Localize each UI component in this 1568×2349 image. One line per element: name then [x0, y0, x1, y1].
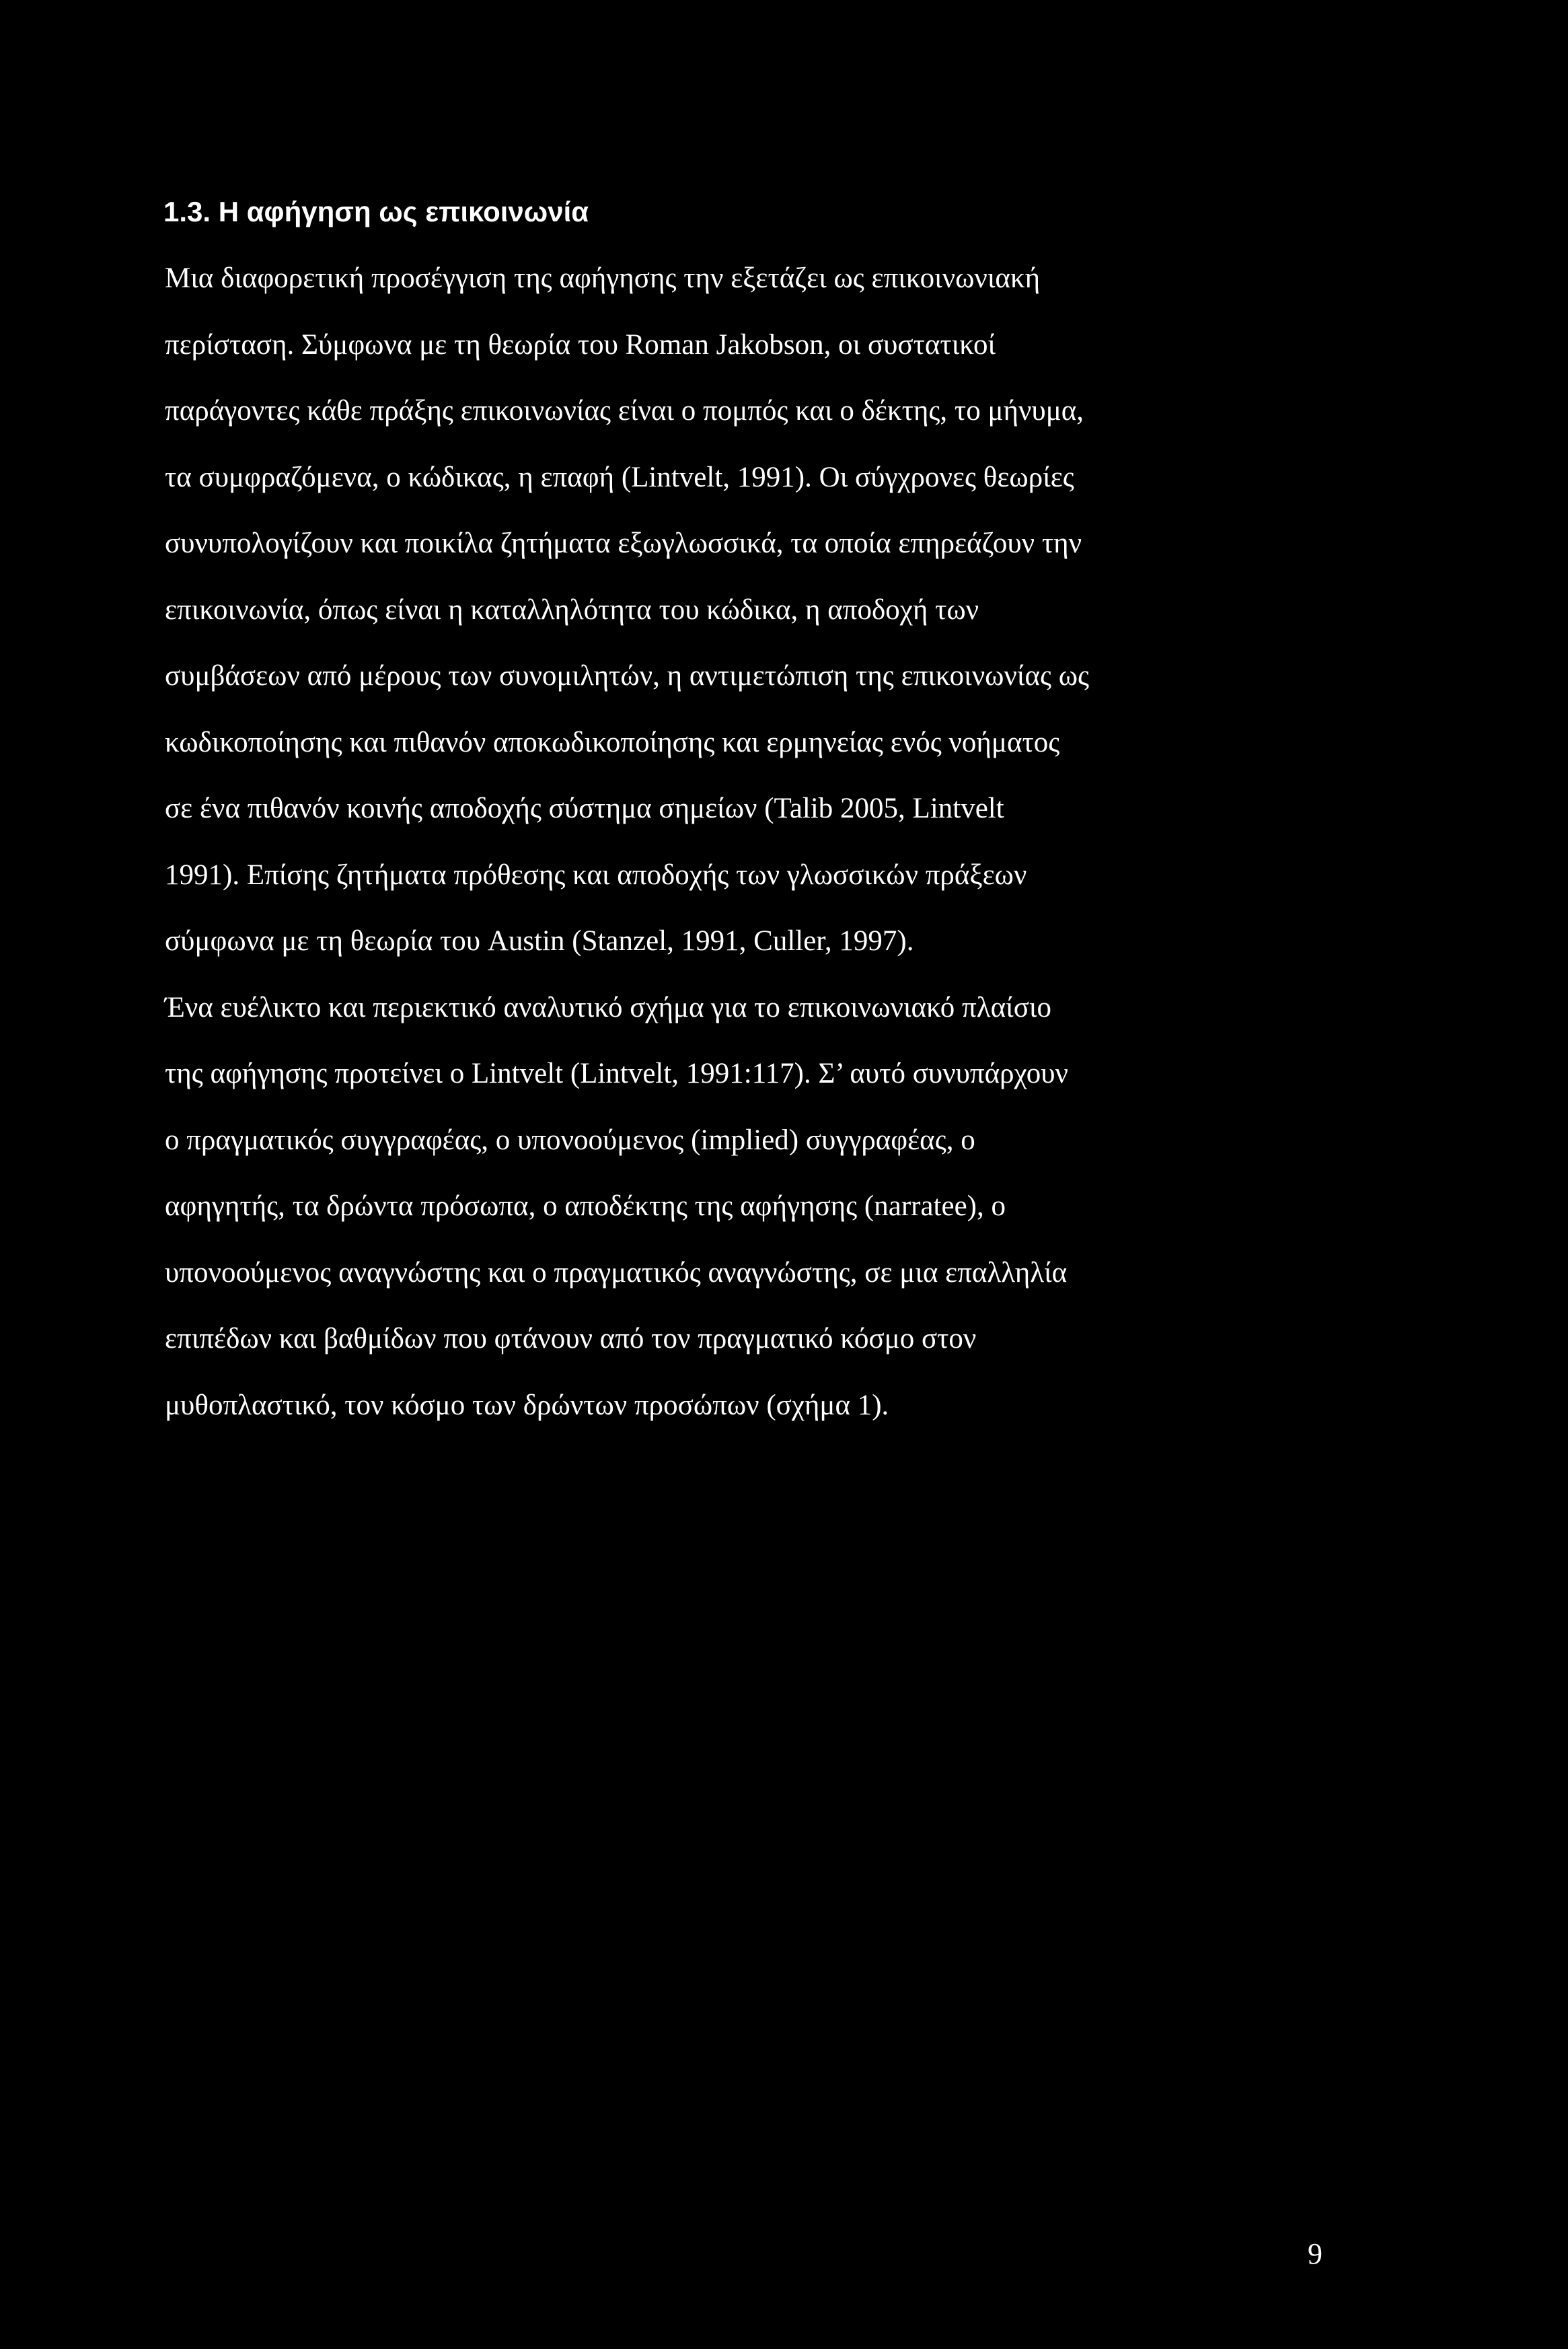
text-line: τα συμφραζόμενα, ο κώδικας, η επαφή (Lintvelt, 1991). Οι σύγχρονες θεωρίες: [165, 461, 1074, 493]
text-line: αφηγητής, τα δρώντα πρόσωπα, ο αποδέκτης της αφήγησης (narratee), ο: [165, 1190, 1006, 1222]
text-line: υπονοούμενος αναγνώστης και ο πραγματικός αναγνώστης, σε μια επαλληλία: [165, 1256, 1068, 1289]
text-line: της αφήγησης προτείνει ο Lintvelt (Lintvelt, 1991:117). Σ’ αυτό συνυπάρχουν: [165, 1058, 1068, 1089]
text-line: σύμφωνα με τη θεωρία του Austin (Stanzel, 1991, Culler, 1997).: [165, 925, 914, 957]
text-line: συνυπολογίζουν και ποικίλα ζητήματα εξωγλωσσικά, τα οποία επηρεάζουν την: [165, 528, 1082, 559]
text-line: Μια διαφορετική προσέγγιση της αφήγησης την εξετάζει ως επικοινωνιακή: [165, 262, 1041, 294]
text-line: παράγοντες κάθε πράξης επικοινωνίας είναι ο πομπός και ο δέκτης, το μήνυμα,: [165, 395, 1084, 427]
text-line: επιπέδων και βαθμίδων που φτάνουν από τον πραγματικό κόσμο στον: [165, 1323, 977, 1354]
section-heading: 1.3. Η αφήγηση ως επικοινωνία: [163, 196, 589, 227]
text-line: επικοινωνία, όπως είναι η καταλληλότητα του κώδικα, η αποδοχή των: [165, 593, 979, 626]
page-number: 9: [1308, 2237, 1322, 2270]
text-line: κωδικοποίησης και πιθανόν αποκωδικοποίησης και ερμηνείας ενός νοήματος: [165, 726, 1060, 758]
text-line: 1991). Επίσης ζητήματα πρόθεσης και αποδοχής των γλωσσικών πράξεων: [165, 859, 1027, 891]
text-line: περίσταση. Σύμφωνα με τη θεωρία του Roman Jakobson, οι συστατικοί: [165, 328, 996, 361]
text-line: συμβάσεων από μέρους των συνομιλητών, η αντιμετώπιση της επικοινωνίας ως: [165, 660, 1090, 692]
text-line: μυθοπλαστικό, τον κόσμο των δρώντων προσώπων (σχήμα 1).: [165, 1389, 889, 1421]
text-line: Ένα ευέλικτο και περιεκτικό αναλυτικό σχήμα για το επικοινωνιακό πλαίσιο: [165, 991, 1051, 1023]
body-text: [165, 258, 1376, 1451]
text-line: σε ένα πιθανόν κοινής αποδοχής σύστημα σημείων (Talib 2005, Lintvelt: [165, 793, 1004, 824]
text-line: ο πραγματικός συγγραφέας, ο υπονοούμενος (implied) συγγραφέας, ο: [165, 1124, 975, 1156]
